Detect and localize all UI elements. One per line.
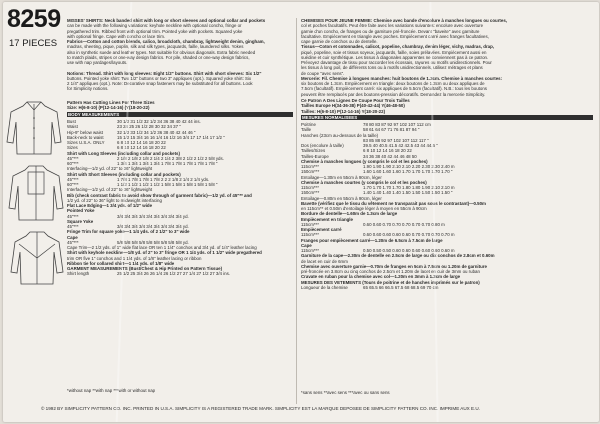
row-label: Chemise avec ouverture garnie—0.70m de franges en 5cm à 7.5cm ou 1.20m de garniture <box>301 263 487 269</box>
row-label: Poitrine <box>301 122 316 127</box>
row-label: Square Yoke <box>67 218 94 224</box>
shirt-drawing-front-icon <box>5 98 63 158</box>
row-values: 0.60 0.60 0.60 0.60 0.60 0.70 0.70 0.70 0.70 m <box>363 232 455 238</box>
row-values: 39.5 40 40.5 41.5 42 42.5 43 44 44.5 " <box>363 143 438 148</box>
row-values: 3/4 3/4 3/4 3/4 3/4 3/4 3/4 3/4 3/4 yd. <box>117 224 189 229</box>
row-values: 30 1/2 31 1/2 32 1/2 34 36 38 40 42 44 ins. <box>117 119 201 124</box>
row-values: 15 1/2 15 3/4 16 16 1/4 16 1/2 16 3/4 17 17 1/4 17 1/2 " <box>117 134 225 140</box>
row-label: Bordure de dentelle—1.60m de 1.3cm de large <box>301 211 398 217</box>
text-line: CHEMISES POUR JEUNE FEMME: Chemise avec bande d'encolure à manches longues ou courtes, <box>301 18 507 23</box>
text-line: Notions: Thread. Shirt with long sleeves: Eight 1/2" buttons. Shirt with short sleeves: Six 1/2" <box>67 70 262 76</box>
row-values: 65 65.5 66 66.5 67.5 68 68.5 69 70 cm <box>363 284 439 290</box>
row-label: 115cm*** <box>301 232 319 238</box>
text-line: use with nap yardages/layouts. <box>67 60 128 65</box>
body-measurements-title: BODY MEASUREMENTS <box>68 112 120 117</box>
row-label: Empiècement en triangle <box>301 216 353 222</box>
row-label: Chemise à manches longues (y compris le col et les poches) <box>301 158 428 164</box>
row-label: Bib (check contrast fabric to avoid show through of garment fabric)—1/2 yd. of 45"** and <box>67 192 252 198</box>
row-label: Cape <box>67 234 78 240</box>
text-line: Tailles: H(6-8-10) P(12-14-16) Y(18-20-22) <box>301 108 386 114</box>
text-line: also in synthetic suede and leather types. Not suitable for obvious diagonals. Extra fabric needed <box>67 49 256 55</box>
row-label: Sizes <box>67 145 78 151</box>
row-values: 25 1/2 25 3/4 26 26 1/4 26 1/2 27 27 1/4 27 1/2 27 3/4 ins. <box>117 271 231 277</box>
row-label: Empiècement carré <box>301 227 342 232</box>
row-label: MESURES DES VETEMENTS (Tours de poitrine et de hanches imprimés sur le patron) <box>301 279 480 285</box>
row-values: 1.90 1.90 1.90 2.10 2.10 2.20 2.30 2.30 2.40 m <box>363 164 455 169</box>
row-label: de lacet en cuir de 6mm <box>301 258 348 264</box>
pattern-number: 8259 <box>7 5 61 33</box>
text-line: six boutons de 1.3cm. Empiècement en triangle: deux boutons de 1.3cm ou deux appliques de <box>301 81 485 86</box>
text-line: to match plaids, stripes or one-way design fabrics. For pile, shaded or one-way design fabrics, <box>67 54 250 60</box>
row-label: 60"*** <box>67 161 79 166</box>
row-label: Bust <box>67 119 76 124</box>
text-line: can be made with the following variations: keyhole neckline with optional concho, fringe or <box>67 23 242 29</box>
row-label: 115cm*** <box>301 221 319 227</box>
size-header-french <box>301 98 593 114</box>
row-label: Bavette (vérifiez que le tissu du vêtement ne transparait pas sous le contrastant)—0.50m <box>301 200 486 206</box>
row-label: Cravate en ruban pour la chemise avec col—1.20m en 3mm à 1.3cm de large <box>301 274 461 280</box>
nap-legend-english: *without nap **with nap ***with or without nap <box>67 388 156 393</box>
text-line: peuvent être remplacés par des boutons-pression décoratifs. Demandez la mercerie Simplicity. <box>301 91 486 97</box>
shirt-drawing-bib-icon <box>7 162 65 224</box>
row-label: 45"*** <box>67 176 79 182</box>
shirt-drawing-yoke-icon <box>9 228 65 288</box>
row-label: Shirt with Long Sleeves (including collar and pockets) <box>67 150 180 156</box>
row-label: Shirt with Short Sleeves (including collar and pockets) <box>67 171 181 177</box>
row-values: 32 1/2 33 1/2 34 1/2 36 38 40 42 44 46 " <box>117 129 196 135</box>
table-row <box>67 271 293 276</box>
row-label: Waist <box>67 124 78 130</box>
row-label: Longueur de la chemise <box>301 284 348 290</box>
copyright-footer: © 1992 BY SIMPLICITY PATTERN CO. INC. PRINTED IN U.S.A. SIMPLICITY IS A REGISTERED TRADE MARK. SIMPLICITY EST LA MARQUE DEPOSEE DE SIMPLICITY PATTERN CO. INC. IMPRIME AUX E.U. <box>41 406 480 411</box>
row-label: 115cm*** <box>301 248 319 253</box>
row-label: 150cm*** <box>301 190 320 196</box>
row-label: Flat Lace Edging—1 3/4 yds. of 1/2" wide <box>67 203 153 208</box>
row-values: 6 8 10 12 14 16 18 20 22 <box>117 145 166 151</box>
row-values: 0.50 0.50 0.50 0.60 0.60 0.60 0.60 0.60 0.60 m <box>363 248 455 253</box>
row-label: Tailles-Europe <box>301 153 329 159</box>
row-label: Shirt with keyhole neckline—1/8 yd. of 2" to 3" fringe OR 1 1/4 yds. of 1 1/2" wide pregathered <box>67 250 262 256</box>
row-label: Interfacing—1/2 yd. of 22" to 36" lightweight <box>67 166 153 172</box>
text-line: Prévoyez davantage de tissu pour raccorder les écossais, rayures ou motifs unidirectionnels. Pour <box>301 60 492 65</box>
row-label: Shirt length <box>67 271 90 277</box>
row-label: 60"*** <box>67 182 79 187</box>
text-line: pregathered trim. Ribbed front with optional trim. Pointed yoke with pockets. Squared yoke <box>67 28 243 34</box>
row-values: 0.60 0.60 0.70 0.70 0.70 0.70 0.70 0.80 m <box>363 221 445 227</box>
row-label: 1/2 yd. of 22" to 36" light to midweight interfacing <box>67 197 162 203</box>
row-values: 1.70 1.70 1.70 1.70 1.80 1.80 1.90 2.10 2.10 m <box>363 185 455 190</box>
row-label: Entoilage—1.30m en 55cm à 90cm, léger <box>301 174 382 180</box>
row-values: 1 7/8 1 7/8 1 7/8 1 7/8 2 2 2 1/8 2 1/4 2 1/4 yds. <box>117 176 210 182</box>
pattern-envelope <box>3 2 599 422</box>
row-label: Hip-9" below waist <box>67 129 103 135</box>
row-label: Interfacing—1/2 yd. of 22" to 36" lightweight <box>67 187 153 193</box>
row-label: Pointed Yoke <box>67 208 95 214</box>
nap-legend-french: *sans sens **avec sens ***avec ou sans sens <box>301 390 390 395</box>
description-english <box>67 18 293 92</box>
text-line: Size: H(6-8-10) (P(12-14-16) (Y(18-20-22) <box>67 105 150 111</box>
text-line: les tissus à long poil, de différents tons ou à motifs unidirectionnels, utilisez métrages et plans <box>301 65 483 71</box>
row-values: 78 80 83 87 92 97 102 107 112 cm <box>363 122 431 127</box>
yardage-table-english <box>67 119 293 277</box>
row-label: Garniture de la cape—2.30m de dentelle en 2.5cm de large ou dix conchos de 2.8cm et 0.60m <box>301 253 495 259</box>
text-line: Ce Patron A Des Lignes De Coupe Pour Trois Tailles <box>301 98 410 103</box>
row-label: Back-neck to waist <box>67 134 104 140</box>
row-values: 58 61 64 67 71 76 81 87 94 " <box>363 127 420 133</box>
row-label: pré-froncée en 3.8cm ou cinq conchos de 2.5cm et 1.20m de lacet en cuir de 3mm ou ruban <box>301 269 480 274</box>
row-values: 5/8 5/8 5/8 5/8 5/8 5/8 5/8 5/8 5/8 yd. <box>117 239 189 245</box>
row-label: en 115cm** et 0.50m d'entoilage léger à moyen en 55cm à 90cm <box>301 206 427 211</box>
text-line: 7.5cm (facultatif). Empiècement carré: six appliques de 5.5cm (facultatif). N.B.: tous les boutons <box>301 86 487 92</box>
row-label: Fringe Trim for square yoke—1 1/4 yds. of 2 1/2" to 3" wide <box>67 229 190 235</box>
row-label: Dos (encolure à taille) <box>301 143 344 148</box>
row-values: 34 36 38 40 42 44 46 48 50 <box>363 153 417 159</box>
text-line: MISSES' SHIRTS: Neck banded shirt with long or short sleeves and optional collar and pockets <box>67 18 266 23</box>
text-line: 2 1/4" appliques (opt.). Note: Decorative snap fasteners may be substituted for all buttons. Look <box>67 81 253 86</box>
row-label: Entoilage—0.80m en 55cm à 90cm, léger <box>301 195 382 201</box>
row-values: 83 85 88 92 97 102 107 112 117 " <box>363 137 429 143</box>
text-line: Fabrics—Cotton and cotton blends, calico, broadcloth, chambray, lightweight denim, gingham, <box>67 39 265 44</box>
description-french <box>301 18 593 97</box>
row-label: 115cm*** <box>301 185 319 190</box>
row-label: Chemise à manches courtes (y compris le col et les poches) <box>301 179 427 185</box>
text-line: madras, sheeting, pique, poplin, silk and silk types, jacquards, faille, laundered silks. Yokes <box>67 44 244 50</box>
text-line: facultative. Empiècement en triangle avec poches. Empiècement carré avec franges facultatives, <box>301 33 489 39</box>
row-label: trim OR five 1" conchos and 1 1/4 yds. of 1/8" leather lacing or ribbon <box>67 255 202 261</box>
row-values: 3/4 3/4 3/4 3/4 3/4 3/4 3/4 3/4 3/4 yd. <box>117 213 189 219</box>
row-values: 23 24 25 26 1/2 28 30 32 34 37 " <box>117 124 181 130</box>
row-values: 1 3/4 1 3/4 1 3/4 1 3/4 1 7/8 1 7/8 1 7/8 1 7/8 1 7/8 " <box>117 161 218 166</box>
row-values: 6 8 10 12 14 16 18 20 22 <box>363 148 412 154</box>
row-values: 1.40 1.40 1.40 1.40 1.50 1.50 1.50 1.50 1.50 " <box>363 190 453 196</box>
row-label: Cape <box>301 242 312 248</box>
column-divider <box>296 18 297 404</box>
text-line: piqué, popeline, soie et tissus soyeux, jacquards, faille, soies prélavées. Empiècement aussi en <box>301 49 487 55</box>
row-label: Hanches (23cm au-dessous de la taille) <box>301 132 379 138</box>
text-line: de coupe "avec sens". <box>301 70 345 76</box>
row-values: 1 1/2 1 1/2 1 1/2 1 1/2 1 5/8 1 5/8 1 5/8 1 5/8 1 5/8 " <box>117 182 218 187</box>
row-values: 1.60 1.60 1.60 1.60 1.70 1.70 1.70 1.70 1.70 " <box>363 169 453 175</box>
row-label: Sizes U.S.A. ONLY <box>67 140 105 145</box>
row-label: 45"*** <box>67 224 79 229</box>
yardage-table-french <box>301 122 593 290</box>
row-label: Cape Trim—2 1/2 yds. of 1" wide flat lace OR ten 1 1/4" conchos and 3/4 yd. of 1/4" leather lacing <box>67 245 257 250</box>
piece-count: 17 PIECES <box>9 38 58 49</box>
row-values: 2 1/8 2 1/8 2 1/8 2 1/4 2 1/4 2 3/8 2 1/2 2 1/2 2 5/8 yds. <box>117 155 224 161</box>
text-line: for Simplicity notions. <box>67 86 109 92</box>
text-line: cape garnie de conchos ou de dentelle. <box>301 39 378 44</box>
text-line: Tissus—Coton et cotonnades, calicot, popeline, chambray, denim léger, vichy, madras, drap, <box>301 44 494 50</box>
text-line: Tailles Europe H(34-36-38) P(40-42-44) Y(46-48-50) <box>301 103 405 109</box>
row-label: 45"*** <box>67 239 79 245</box>
row-label: Ribbon tie for collared shirt—1 1/4 yds. of 1/8" wide <box>67 260 175 266</box>
row-label: Franges pour empiècement carré—1.20m de 6.5cm à 7.5cm de large <box>301 237 443 243</box>
text-line: Mercerie: Fil. Chemise à longues manches: huit boutons de 1.3cm. Chemise à manches courtes: <box>301 75 503 81</box>
table-row <box>301 285 593 290</box>
row-label: 45"*** <box>67 213 79 219</box>
row-values: 6 8 10 12 14 16 18 20 22 <box>117 140 166 145</box>
mesures-title: MESURES NORMALISEES <box>302 115 358 120</box>
text-line: Pattern Has Cutting Lines For Three Sizes <box>67 100 155 105</box>
row-label: 150cm*** <box>301 169 320 175</box>
text-line: with optional fringe. Cape with concho or lace trim. <box>67 33 166 39</box>
text-line: garnie d'un concho, de franges ou de garniture pré-froncée. Devant "baveite" avec garniture <box>301 28 480 34</box>
text-line: col et poches facultatifs. Peut être faite avec les variations suivantes: encolure avec ouverture <box>301 23 484 29</box>
row-label: 115cm*** <box>301 164 319 169</box>
row-label: Tailles/Sizes <box>301 148 326 154</box>
text-line: suédine et cuir synthétique. Les tissus à diagonales apparentes ne conviennent pas à ce patron. <box>301 54 489 60</box>
row-label: 45"*** <box>67 155 79 161</box>
row-label: GARMENT MEASUREMENTS (Bust/Chest & Hip Printed on Pattern Tissue) <box>67 266 223 271</box>
size-header-english <box>67 100 293 111</box>
text-line: buttons. Pointed yoke shirt: Two 1/2" buttons or two 3" appliques (opt.). Squared yoke shirt: Six <box>67 75 252 81</box>
row-label: Taille <box>301 127 312 133</box>
